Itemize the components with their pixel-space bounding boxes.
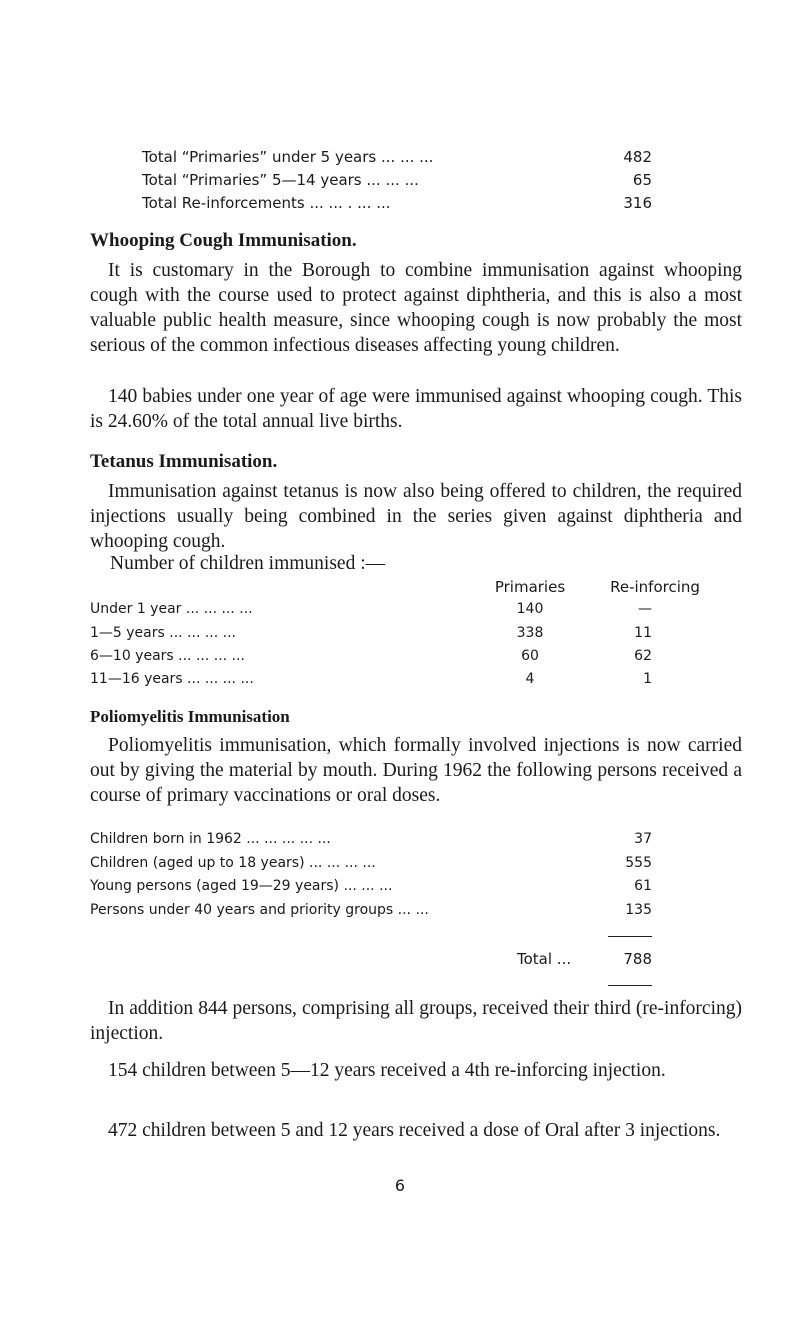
tetanus-row-1-primaries: 140 xyxy=(516,601,544,617)
polio-total-label: Total ... xyxy=(517,950,572,968)
polio-paragraph-2 xyxy=(90,996,742,1046)
col-header-reinforcing: Re-inforcing xyxy=(610,578,700,596)
tetanus-paragraph xyxy=(90,479,742,554)
polio-row-3-value: 61 xyxy=(634,878,652,894)
tetanus-row-3-label: 6—10 years ... ... ... ... xyxy=(90,648,245,664)
polio-paragraph-4 xyxy=(90,1118,742,1143)
tetanus-row-1-reinforcing: — xyxy=(638,601,652,617)
tetanus-row-3-reinforcing: 62 xyxy=(634,648,652,664)
whooping-heading: Whooping Cough Immunisation. xyxy=(90,230,357,251)
polio-para3-text: 154 children between 5—12 years received a 4th re-inforcing injection. xyxy=(108,1060,666,1081)
polio-heading: Poliomyelitis Immunisation xyxy=(90,707,290,726)
polio-para4-text: 472 children between 5 and 12 years received a dose of Oral after 3 injections. xyxy=(108,1120,721,1141)
polio-row-2-value: 555 xyxy=(625,855,652,871)
whooping-para1-text: It is customary in the Borough to combine immunisation against whooping cough with the course used to protect against diphtheria, and this is also a most valuable public health measure, since whooping cough is now probably the most serious of the common infectious diseases affecting young children. xyxy=(90,260,742,356)
totals-row-2-value: 65 xyxy=(632,171,652,189)
polio-row-2-label: Children (aged up to 18 years) ... ... ... ... xyxy=(90,855,376,871)
totals-row-3-label: Total Re-inforcements ... ... . ... ... xyxy=(142,194,391,212)
tetanus-intro: Number of children immunised :— xyxy=(110,553,386,574)
tetanus-heading: Tetanus Immunisation. xyxy=(90,451,278,472)
polio-row-4-label: Persons under 40 years and priority groups ... ... xyxy=(90,902,429,918)
polio-row-4-value: 135 xyxy=(625,902,652,918)
total-rule-bottom xyxy=(608,985,652,986)
polio-row-3-label: Young persons (aged 19—29 years) ... ... ... xyxy=(90,878,393,894)
whooping-paragraph-1 xyxy=(90,258,742,358)
total-rule-top xyxy=(608,936,652,937)
tetanus-row-4-reinforcing: 1 xyxy=(643,671,652,687)
totals-row-2-label: Total “Primaries” 5—14 years ... ... ... xyxy=(142,171,419,189)
tetanus-row-3-primaries: 60 xyxy=(521,648,539,664)
polio-para-text: Poliomyelitis immunisation, which formally involved injections is now carried out by giving the material by mouth. During 1962 the following persons received a course of primary vaccinations or oral doses. xyxy=(90,735,742,806)
polio-para2-text: In addition 844 persons, comprising all groups, received their third (re-inforcing) injection. xyxy=(90,998,742,1044)
whooping-paragraph-2 xyxy=(90,384,742,434)
tetanus-row-1-label: Under 1 year ... ... ... ... xyxy=(90,601,253,617)
tetanus-row-4-label: 11—16 years ... ... ... ... xyxy=(90,671,254,687)
totals-row-1-value: 482 xyxy=(623,148,652,166)
polio-paragraph xyxy=(90,733,742,808)
polio-total-value: 788 xyxy=(623,950,652,968)
polio-paragraph-3 xyxy=(90,1058,742,1083)
polio-row-1-value: 37 xyxy=(634,831,652,847)
tetanus-row-2-primaries: 338 xyxy=(516,625,544,641)
tetanus-row-2-label: 1—5 years ... ... ... ... xyxy=(90,625,236,641)
tetanus-row-2-reinforcing: 11 xyxy=(634,625,652,641)
totals-row-1-label: Total “Primaries” under 5 years ... ... ... xyxy=(142,148,434,166)
col-header-primaries: Primaries xyxy=(494,578,566,596)
tetanus-para-text: Immunisation against tetanus is now also being offered to children, the required injections usually being combined in the series given against diphtheria and whooping cough. xyxy=(90,481,742,552)
tetanus-row-4-primaries: 4 xyxy=(525,671,535,687)
page-number: 6 xyxy=(394,1176,406,1195)
totals-row-3-value: 316 xyxy=(623,194,652,212)
whooping-para2-text: 140 babies under one year of age were immunised against whooping cough. This is 24.60% of the total annual live births. xyxy=(90,386,742,432)
polio-row-1-label: Children born in 1962 ... ... ... ... ... xyxy=(90,831,331,847)
